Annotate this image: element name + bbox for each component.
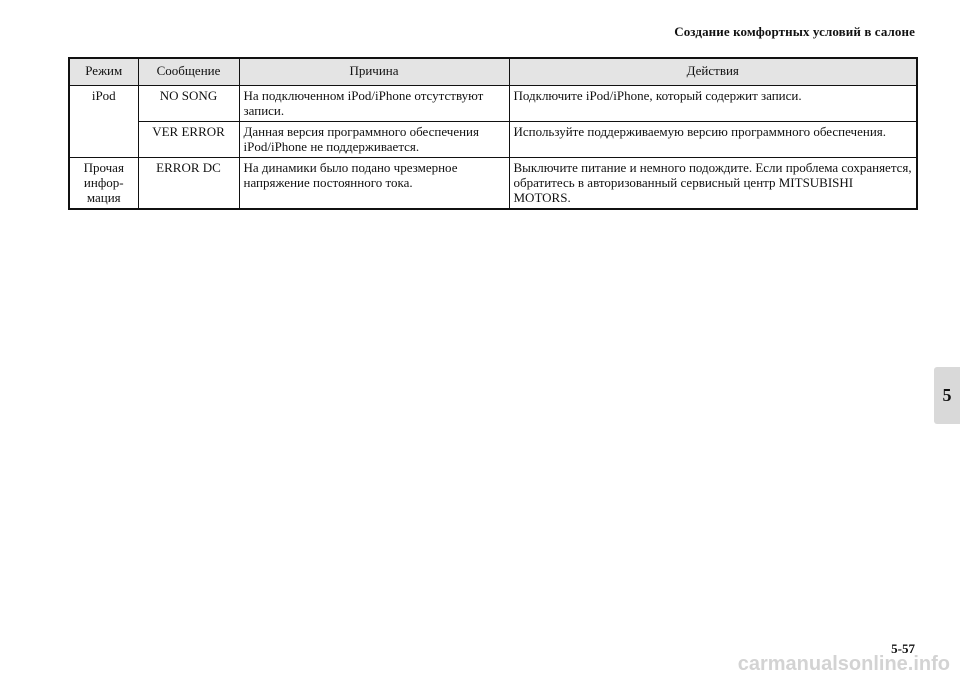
mode-text: Прочая инфор- мация [83, 160, 124, 205]
action-cell: Выключите питание и немного подождите. Если проблема сохраняется, обратитесь в авторизованный сервисный центр MITSUBISHI MOTORS. [509, 158, 917, 210]
table-row [69, 158, 917, 210]
column-header-cause: Причина [239, 58, 509, 86]
running-header-title: Создание комфортных условий в салоне [674, 24, 915, 39]
action-cell: Подключите iPod/iPhone, который содержит записи. [509, 86, 917, 122]
table-row [69, 86, 917, 122]
cause-cell: На подключенном iPod/iPhone отсутствуют записи. [239, 86, 509, 122]
table-row [69, 122, 917, 158]
message-cell: NO SONG [138, 86, 239, 122]
cause-cell: Данная версия программного обеспечения iPod/iPhone не поддерживается. [239, 122, 509, 158]
chapter-tab [934, 367, 960, 424]
message-cell: ERROR DC [138, 158, 239, 210]
message-cell: VER ERROR [138, 122, 239, 158]
mode-text: iPod [91, 88, 116, 103]
page-number: 5-57 [891, 641, 915, 656]
action-cell: Используйте поддерживаемую версию программного обеспечения. [509, 122, 917, 158]
mode-cell [69, 158, 138, 210]
watermark: carmanualsonline.info [737, 653, 950, 675]
mode-cell [69, 86, 138, 158]
column-header-action: Действия [509, 58, 917, 86]
table-header-row [69, 58, 917, 86]
column-header-mode: Режим [69, 58, 138, 86]
chapter-tab-label: 5 [942, 385, 952, 405]
column-header-message: Сообщение [138, 58, 239, 86]
cause-cell: На динамики было подано чрезмерное напряжение постоянного тока. [239, 158, 509, 210]
troubleshooting-table [68, 57, 918, 210]
